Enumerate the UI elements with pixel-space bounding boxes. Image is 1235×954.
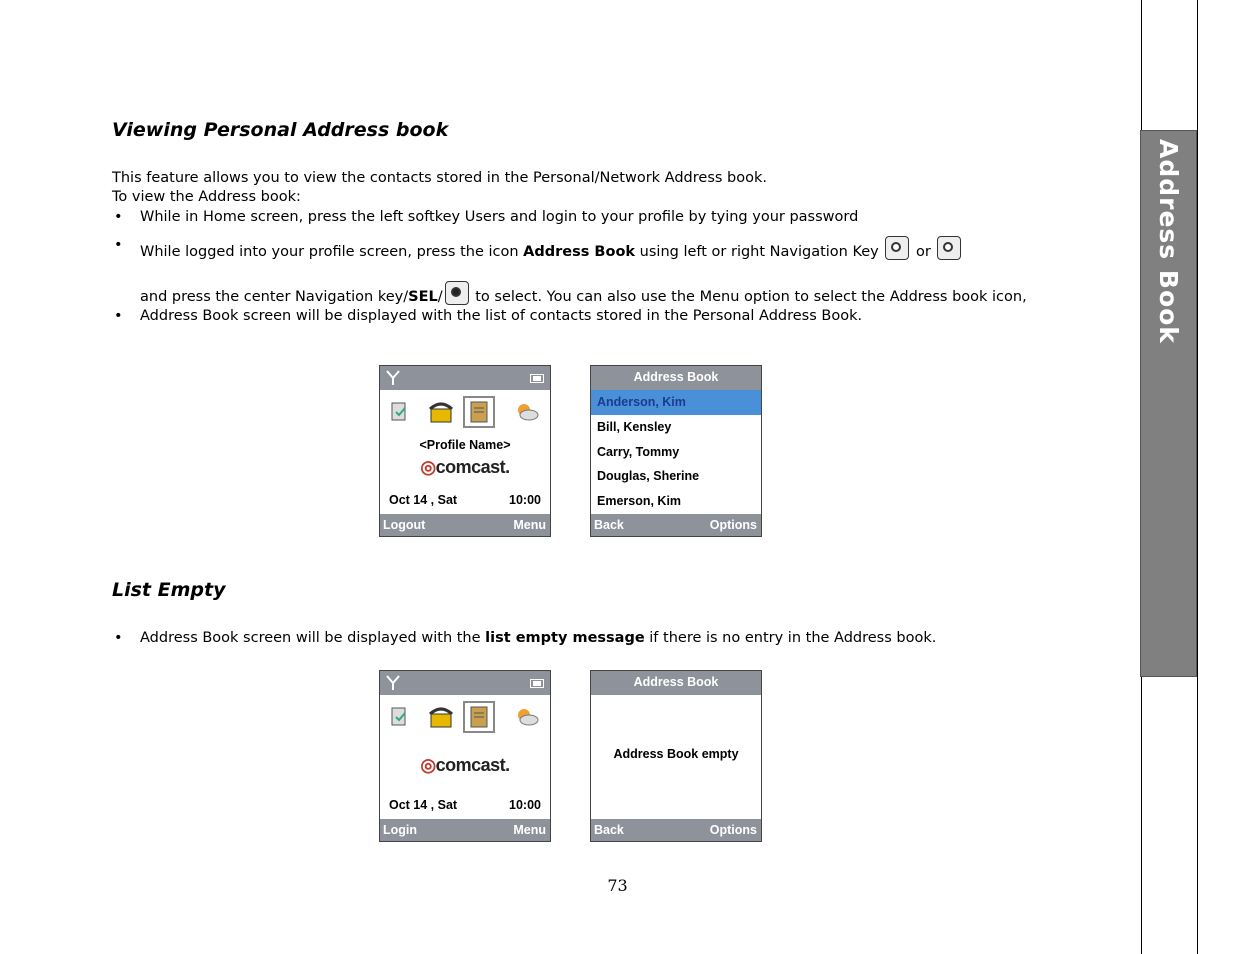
bullet-text: While logged into your profile screen, press the icon	[140, 244, 524, 260]
section-tab	[1140, 130, 1197, 677]
users-icon	[390, 401, 410, 423]
home-icons-row	[380, 396, 550, 430]
phone-icon	[428, 401, 454, 423]
heading-list-empty: List Empty	[112, 579, 226, 601]
bullet-text: Address Book screen will be displayed with the	[140, 630, 486, 646]
right-softkey[interactable]: Menu	[513, 518, 546, 532]
right-nav-key-icon	[937, 236, 961, 260]
profile-name: <Profile Name>	[419, 438, 511, 452]
battery-icon	[530, 679, 544, 688]
comcast-logo	[380, 755, 550, 776]
softkey-bar	[591, 514, 761, 536]
logo-text: comcast.	[435, 457, 510, 477]
page-number: 73	[607, 876, 628, 895]
bullet-list-2	[112, 629, 1030, 648]
time-label: 10:00	[509, 493, 541, 507]
heading-viewing: Viewing Personal Address book	[112, 119, 449, 141]
phone-screen-home-login	[379, 670, 551, 842]
logo-swirl-icon: ◎	[420, 755, 436, 775]
bullet-list-1	[112, 208, 1030, 326]
contact-item[interactable]: Bill, Kensley	[597, 420, 672, 434]
weather-icon	[514, 401, 540, 423]
status-bar	[380, 671, 550, 695]
time-label: 10:00	[509, 798, 541, 812]
bullet-text: While in Home screen, press the left softkey Users and login to your profile by tying your password	[140, 209, 859, 225]
left-nav-key-icon	[885, 236, 909, 260]
bullet-text: using left or right Navigation Key	[635, 244, 884, 260]
users-icon	[390, 706, 410, 728]
bullet-text: Address Book screen will be displayed with the list of contacts stored in the Personal Address Book.	[140, 308, 863, 324]
battery-icon	[530, 374, 544, 383]
bullet-text: if there is no entry in the Address book.	[644, 630, 937, 646]
side-rule-right	[1197, 0, 1198, 954]
bold-address-book: Address Book	[523, 244, 636, 260]
softkey-bar	[380, 514, 550, 536]
screen-title: Address Book	[633, 370, 719, 384]
logo-swirl-icon: ◎	[420, 457, 436, 477]
contact-item[interactable]: Anderson, Kim	[591, 390, 761, 415]
empty-message: Address Book empty	[613, 747, 739, 761]
intro-text: This feature allows you to view the contacts stored in the Personal/Network Address book.	[112, 170, 767, 186]
title-bar	[591, 366, 761, 390]
phone-screen-address-empty	[590, 670, 762, 842]
left-softkey[interactable]: Login	[383, 823, 418, 837]
bullet-item	[112, 307, 1030, 326]
phone-screen-address-list	[590, 365, 762, 537]
right-softkey[interactable]: Menu	[513, 823, 546, 837]
contact-item[interactable]: Carry, Tommy	[597, 445, 680, 459]
bold-list-empty: list empty message	[485, 630, 645, 646]
lead-text: To view the Address book:	[112, 189, 301, 205]
signal-icon	[386, 675, 400, 691]
section-tab-label: Address Book	[1154, 139, 1183, 344]
address-book-icon-selected	[463, 396, 495, 428]
phone-screen-home	[379, 365, 551, 537]
date-label: Oct 14 , Sat	[389, 493, 458, 507]
options-softkey[interactable]: Options	[709, 518, 757, 532]
softkey-bar	[380, 819, 550, 841]
phone-icon	[428, 706, 454, 728]
bullet-item	[112, 629, 1030, 648]
home-icons-row	[380, 701, 550, 735]
date-label: Oct 14 , Sat	[389, 798, 458, 812]
status-bar	[380, 366, 550, 390]
softkey-bar	[591, 819, 761, 841]
weather-icon	[514, 706, 540, 728]
screen-title: Address Book	[633, 675, 719, 689]
address-book-icon-selected	[463, 701, 495, 733]
bullet-text: and press the center Navigation key/	[140, 289, 409, 305]
bullet-item	[112, 236, 1030, 307]
back-softkey[interactable]: Back	[594, 518, 624, 532]
or-text: or	[915, 244, 931, 260]
slash-text: /	[437, 289, 443, 305]
logo-text: comcast.	[435, 755, 510, 775]
select-key-icon	[445, 281, 469, 305]
options-softkey[interactable]: Options	[709, 823, 757, 837]
bold-sel: SEL	[408, 289, 438, 305]
title-bar	[591, 671, 761, 695]
signal-icon	[386, 370, 400, 386]
left-softkey[interactable]: Logout	[383, 518, 426, 532]
bullet-item	[112, 208, 1030, 227]
back-softkey[interactable]: Back	[594, 823, 624, 837]
contact-item[interactable]: Emerson, Kim	[597, 494, 682, 508]
comcast-logo	[380, 457, 550, 478]
contact-item[interactable]: Douglas, Sherine	[597, 469, 700, 483]
bullet-text: to select. You can also use the Menu option to select the Address book icon,	[470, 289, 1027, 305]
